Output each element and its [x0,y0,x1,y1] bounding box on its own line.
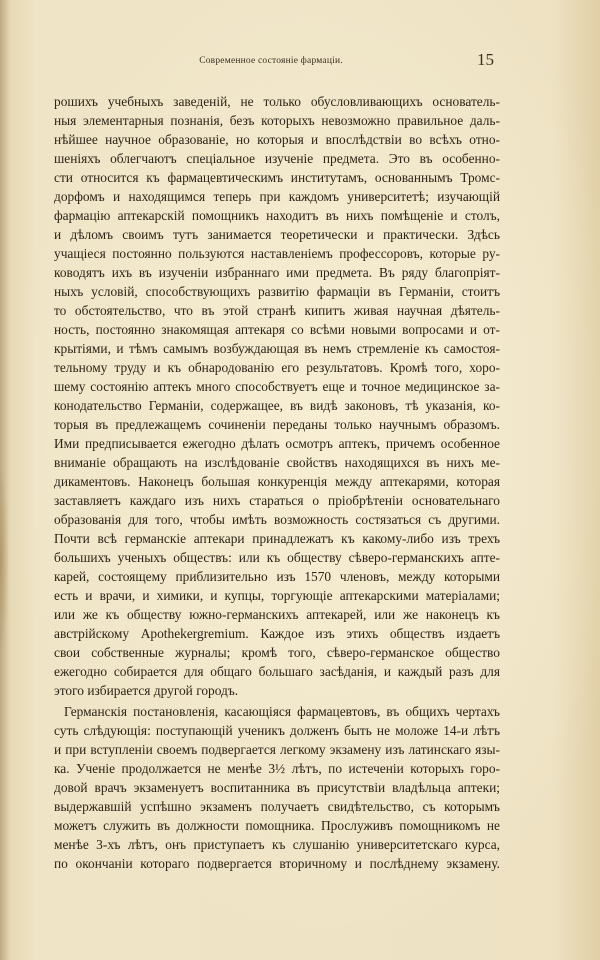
text-line: дикаментовъ. Наконецъ большая конкуренція между аптекарями, которая [54,474,500,489]
text-line: вниманіе обращають на изслѣдованіе свойствъ находящихся въ нихъ ме- [54,455,500,470]
text-line: фармацію аптекарскій помощникъ находитъ въ нихъ помѣщеніе и столъ, [54,208,500,223]
text-line: дорфомъ и находящимся теперь при каждомъ университетѣ; изучающій [54,189,500,204]
text-line: и дѣломъ своимъ тутъ занимается теоретически и практически. Здѣсь [54,227,500,242]
text-line: большихъ ученыхъ обществъ: или къ обществу сѣверо-германскихъ апте- [54,550,500,565]
text-line: этого избирается другой городъ. [54,683,239,698]
text-line: ныя элементарныя познанія, безъ которыхъ невозможно правильное даль- [54,113,500,128]
text-line: ководятъ ихъ въ изученіи избраннаго ими предмета. Въ ряду благопріят- [54,265,500,280]
text-line: конодательство Германіи, содержащее, въ видѣ законовъ, тѣ указанія, ко- [54,398,500,413]
text-line: учащіеся постоянно пользуются наставленіемъ профессоровъ, которые ру- [54,246,500,261]
page-number: 15 [477,50,494,69]
text-line: выдержавшій успѣшно экзаменъ получаетъ свидѣтельство, съ которымъ [54,799,500,814]
text-line: торыя въ предлежащемъ сочиненіи переданы только научнымъ образомъ. [54,417,500,432]
text-line: крытіями, и тѣмъ самымъ возбуждающая въ немъ стремленіе къ самостоя- [54,341,500,356]
text-line: свои собственные журналы; кромѣ того, сѣверо-германское общество [54,645,500,660]
text-line: тельному труду и къ обнародованію его результатовъ. Кромѣ того, хоро- [54,360,500,375]
text-line: Германскія постановленія, касающіяся фармацевтовъ, въ общихъ чертахъ [64,704,500,719]
text-line: ныхъ условій, способствующихъ развитію фармаціи въ Германіи, стоитъ [54,284,500,299]
text-line: рошихъ учебныхъ заведеній, не только обусловливающихъ основатель- [54,94,500,109]
text-line: и при вступленіи своемъ подвергается легкому экзамену изъ латинскаго язы- [54,742,500,757]
text-line: довой врачъ экзаменуетъ воспитанника въ присутствіи владѣльца аптеки; [54,780,500,795]
text-line: заставляетъ каждаго изъ нихъ стараться о пріобрѣтеніи основательнаго [54,493,500,508]
text-line: сти относится къ фармацевтическимъ институтамъ, основаннымъ Тромс- [54,170,500,185]
text-line: можетъ служить въ должности помощника. Прослуживъ помощникомъ не [54,818,500,833]
text-line: карей, состоящему приблизительно изъ 1570 членовъ, между которыми [54,569,500,584]
text-line: нѣйшее научное образованіе, но которыя и впослѣдствіи во всѣхъ отно- [54,132,500,147]
text-line: то обстоятельство, что въ этой странѣ кипитъ живая научная дѣятель- [54,303,500,318]
text-line: ность, постоянно знакомящая аптекаря со всѣми новыми вопросами и от- [54,322,500,337]
page-stain [0,470,8,650]
text-line: по окончаніи котораго подвергается вторичному и послѣднему экзамену. [54,856,500,871]
text-line: или же къ обществу южно-германскихъ аптекарей, или же наконецъ къ [54,607,500,622]
text-line: образованія для того, чтобы имѣть возможность состязаться съ другими. [54,512,500,527]
running-head: Современное состояніе фармаціи. [199,56,343,66]
text-line: ежегодно собирается для общаго большаго засѣданія, и каждый разъ для [54,664,500,679]
text-line: шему состоянію аптекъ много способствуетъ еще и точное медицинское за- [54,379,500,394]
text-line: Ими предписывается ежегодно дѣлать осмотръ аптекъ, причемъ особенное [54,436,500,451]
text-line: Почти всѣ германскіе аптекари принадлежатъ къ какому-либо изъ трехъ [54,531,500,546]
text-line: есть и врачи, и химики, и купцы, торгующіе аптекарскими матеріалами; [54,588,500,603]
text-line: ка. Ученіе продолжается не менѣе 3½ лѣтъ, по истеченіи которыхъ горо- [54,761,500,776]
text-line: австрійскому Apothekergremium. Каждое изъ этихъ обществъ издаетъ [54,626,500,641]
text-line: суть слѣдующія: поступающій ученикъ долженъ быть не моложе 14-и лѣтъ [54,723,500,738]
text-line: менѣе 3-хъ лѣтъ, онъ приступаетъ къ слушанію университетскаго курса, [54,837,500,852]
text-line: шеніяхъ облегчаютъ спеціальное изученіе предмета. Это въ особенно- [54,151,500,166]
